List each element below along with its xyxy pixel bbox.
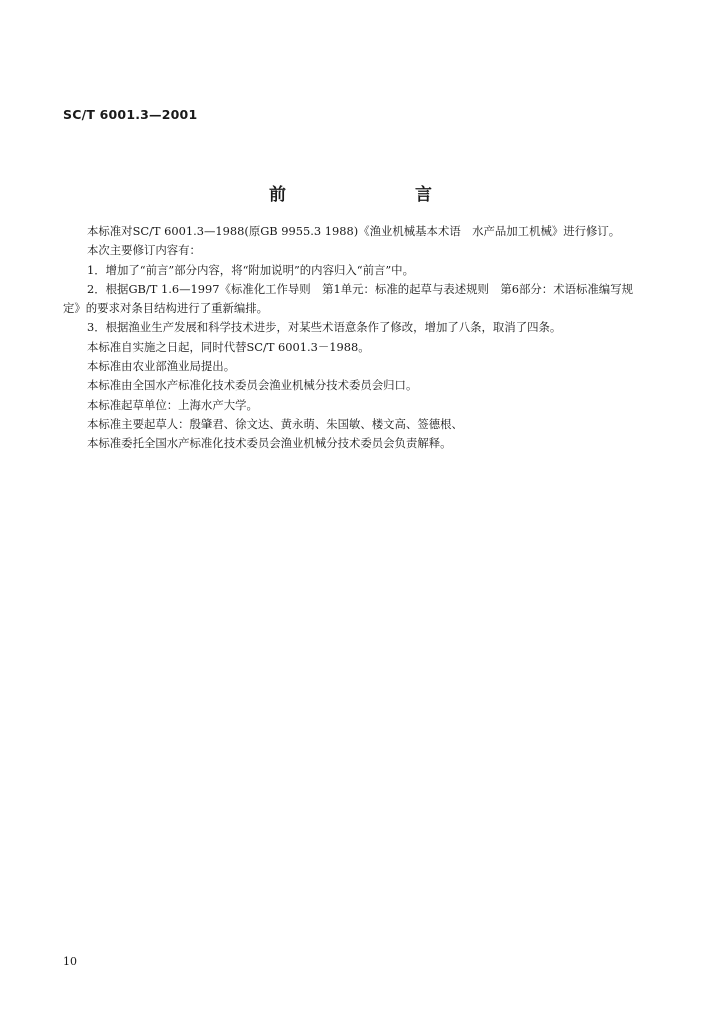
page-number: 10 (63, 955, 77, 968)
paragraph-revision-intro: 本次主要修订内容有： (87, 243, 201, 258)
paragraph-interpretation: 本标准委托全国水产标准化技术委员会渔业机械分技术委员会负责解释。 (87, 436, 452, 451)
paragraph-revision-item-2: 2．根据GB/T 1.6—1997《标准化工作导则 第1单元：标准的起草与表述规则 第6部分：术语标准编写规定》的要求对条目结构进行了重新编排。 (63, 281, 633, 316)
paragraph-revision-scope: 本标准对SC/T 6001.3—1988(原GB 9955.3 1988)《渔业机械基本术语 水产品加工机械》进行修订。 (87, 224, 621, 238)
standard-code: SC/T 6001.3—2001 (63, 107, 198, 122)
paragraph-drafters: 本标准主要起草人：殷肇君、徐文达、黄永萌、朱国敏、楼文高、签德根、 (87, 416, 463, 431)
paragraph-revision-item-1: 1．增加了“前言”部分内容，将“附加说明”的内容归入“前言”中。 (87, 262, 414, 277)
paragraph-revision-item-3: 3．根据渔业生产发展和科学技术进步，对某些术语意条作了修改，增加了八条，取消了四条。 (87, 320, 562, 335)
page-title: 前 言 (269, 185, 488, 205)
paragraph-drafting-unit: 本标准起草单位：上海水产大学。 (87, 397, 258, 412)
paragraph-replacement: 本标准自实施之日起，同时代替SC/T 6001.3－1988。 (87, 339, 370, 354)
paragraph-proposer: 本标准由农业部渔业局提出。 (87, 359, 236, 374)
paragraph-centralized-management: 本标准由全国水产标准化技术委员会渔业机械分技术委员会归口。 (87, 378, 418, 393)
foreword-body (63, 222, 633, 454)
